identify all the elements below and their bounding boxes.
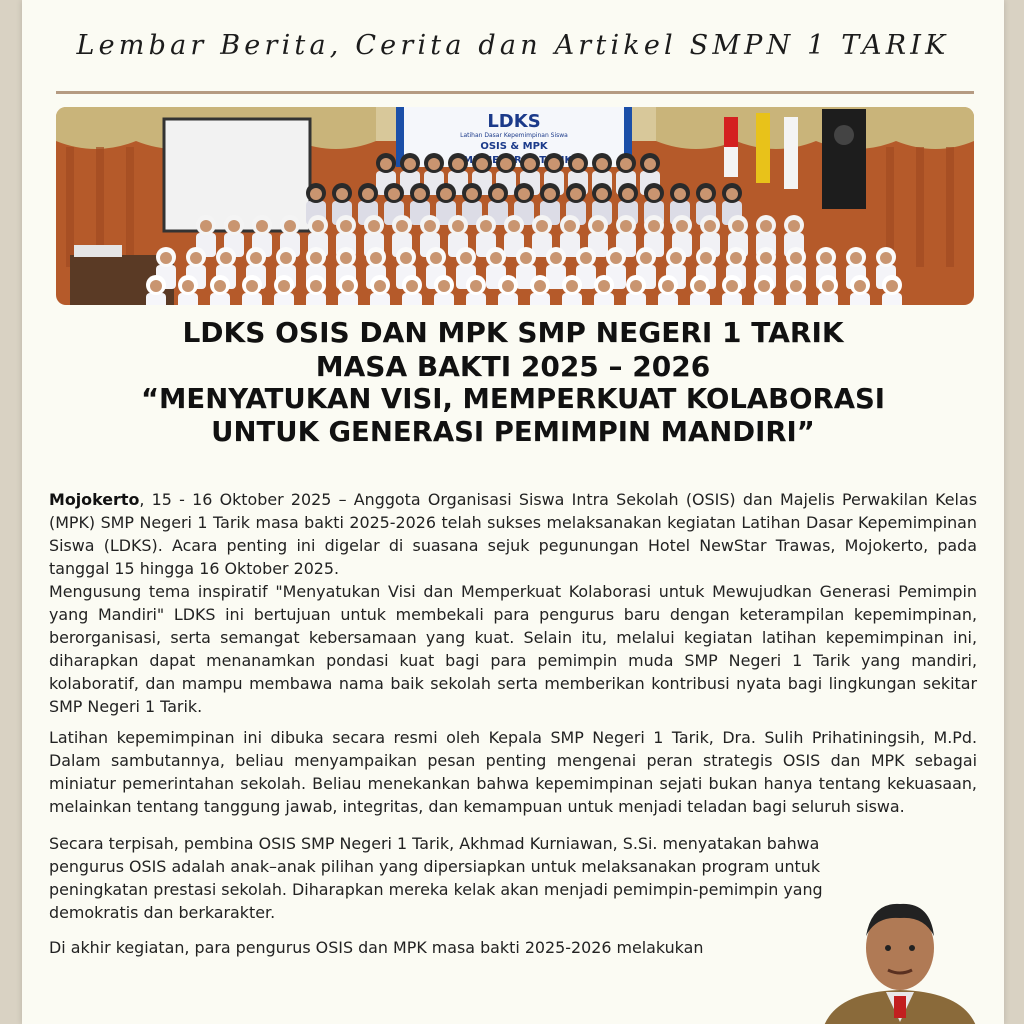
tagline: Lembar Berita, Cerita dan Artikel SMPN 1 TARIK: [76, 30, 950, 61]
headline-line-3: “MENYATUKAN VISI, MEMPERKUAT KOLABORASI: [140, 383, 886, 416]
headline-line-4: UNTUK GENERASI PEMIMPIN MANDIRI”: [211, 416, 815, 449]
divider-rule: [56, 91, 974, 94]
dateline-place: Mojokerto: [49, 490, 140, 509]
paragraph-2: Mengusung tema inspiratif "Menyatukan Visi dan Memperkuat Kolaborasi untuk Mewujudkan Generasi Pemimpin yang Mandiri" LDKS ini bertujuan untuk membekali para pengurus baru dengan keterampilan kepemimpinan, berorganisasi, serta semangat kebersamaan yang kuat. Selain itu, melalui kegiatan latihan kepemimpinan ini, diharapkan dapat menanamkan pondasi kuat bagi para pemimpin muda SMP Negeri 1 Tarik yang mandiri, kolaboratif, dan mampu membawa nama baik sekolah serta memberikan kontribusi nyata bagi lingkungan sekitar SMP Negeri 1 Tarik.: [49, 582, 977, 716]
group-photo: [56, 107, 974, 305]
banner-title: LDKS: [487, 111, 541, 132]
portrait-illustration: [802, 892, 992, 1024]
paragraph-3: Latihan kepemimpinan ini dibuka secara resmi oleh Kepala SMP Negeri 1 Tarik, Dra. Sulih Prihatiningsih, M.Pd. Dalam sambutannya, beliau menyampaikan pesan penting mengenai peran strategis OSIS dan MPK sebagai miniatur pemerintahan sekolah. Beliau menekankan bahwa kepemimpinan sejati bukan hanya tentang kekuasaan, melainkan tentang tanggung jawab, integritas, dan kemampuan untuk menjadi teladan bagi seluruh siswa.: [49, 728, 977, 816]
banner-line3: SMP: [455, 155, 481, 166]
paragraph-4: Secara terpisah, pembina OSIS SMP Negeri 1 Tarik, Akhmad Kurniawan, S.Si. menyatakan bahwa pengurus OSIS adalah anak–anak pilihan yang dipersiapkan untuk melaksanakan program untuk peningkatan prestasi sekolah. Diharapkan mereka kelak akan menjadi pemimpin-pemimpin yang demokratis dan berkarakter.: [49, 834, 823, 922]
headline: [22, 316, 1004, 449]
article-body: [49, 488, 977, 959]
pembina-portrait: [802, 892, 992, 1024]
headline-line-1: LDKS OSIS DAN MPK SMP NEGERI 1 TARIK: [182, 316, 844, 349]
paragraph-1-text: , 15 - 16 Oktober 2025 – Anggota Organisasi Siswa Intra Sekolah (OSIS) dan Majelis Perwakilan Kelas (MPK) SMP Negeri 1 Tarik masa bakti 2025-2026 telah sukses melaksanakan kegiatan Latihan Dasar Kepemimpinan Siswa (LDKS). Acara penting ini digelar di suasana sejuk pegunungan Hotel NewStar Trawas, Mojokerto, pada tanggal 15 hingga 16 Oktober 2025.: [49, 490, 977, 578]
banner-subtitle: Latihan Dasar Kepemimpinan Siswa: [460, 132, 568, 139]
banner-line2: OSIS & MPK: [480, 141, 548, 152]
headline-line-2: MASA BAKTI 2025 – 2026: [315, 349, 711, 383]
masthead-title-cropped: [62, 0, 982, 8]
group-photo-illustration: [56, 107, 974, 305]
newsletter-page: [22, 0, 1004, 1024]
paragraph-1: [49, 488, 977, 580]
paragraph-5: Di akhir kegiatan, para pengurus OSIS dan MPK masa bakti 2025-2026 melakukan: [49, 938, 704, 957]
